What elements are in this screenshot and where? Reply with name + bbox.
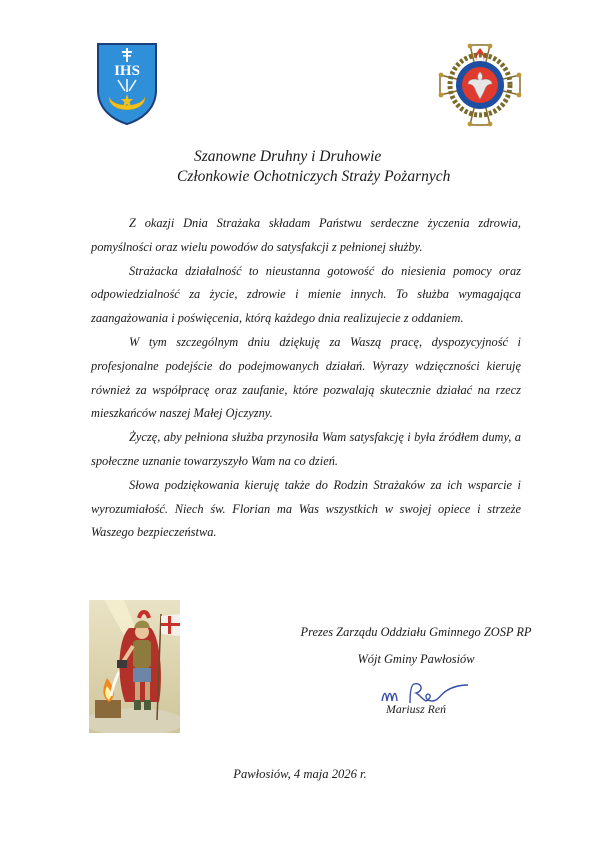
saint-florian-image (89, 600, 180, 733)
letter-body (91, 212, 521, 545)
paragraph: Słowa podziękowania kieruję także do Rodzin Strażaków za ich wsparcie i wyrozumiałość. Niech św. Florian ma Was wszystkich w swojej opiece i strzeże Waszego bezpieczeństwa. (91, 477, 521, 540)
salutation-line-1: Szanowne Druhny i Druhowie (194, 148, 382, 165)
signer-role-2: Wójt Gminy Pawłosiów (357, 652, 475, 666)
firefighters-badge-icon (437, 42, 523, 128)
paragraph: W tym szczególnym dniu dziękuję za Waszą pracę, dyspozycyjność i profesjonalne podejście do podejmowanych działań. Wyrazy wdzięczności kieruję również za współpracę oraz zaufanie, które pozwalają skutecznie działać na rzecz mieszkańców naszej Małej Ojczyzny. (91, 334, 521, 421)
paragraph: Z okazji Dnia Strażaka składam Państwu serdeczne życzenia zdrowia, pomyślności oraz wielu powodów do satysfakcji z pełnionej służby. (91, 216, 521, 254)
place-and-date: Pawłosiów, 4 maja 2026 r. (233, 767, 367, 781)
paragraph: Życzę, aby pełniona służba przynosiła Wam satysfakcję i była źródłem dumy, a społeczne uznanie towarzyszyło Wam na co dzień. (91, 430, 521, 468)
salutation-line-2: Członkowie Ochotniczych Straży Pożarnych (177, 168, 451, 185)
paragraph: Strażacka działalność to nieustanna gotowość do niesienia pomocy oraz odpowiedzialność za życie, zdrowie i mienie innych. To służba wymagająca zaangażowania i poświęcenia, którą każdego dnia realizujecie z oddaniem. (91, 263, 521, 326)
svg-text:IHS: IHS (114, 63, 140, 79)
signer-role-1: Prezes Zarządu Oddziału Gminnego ZOSP RP (300, 625, 532, 639)
signer-name: Mariusz Reń (386, 702, 446, 716)
coat-of-arms-icon (96, 42, 158, 126)
